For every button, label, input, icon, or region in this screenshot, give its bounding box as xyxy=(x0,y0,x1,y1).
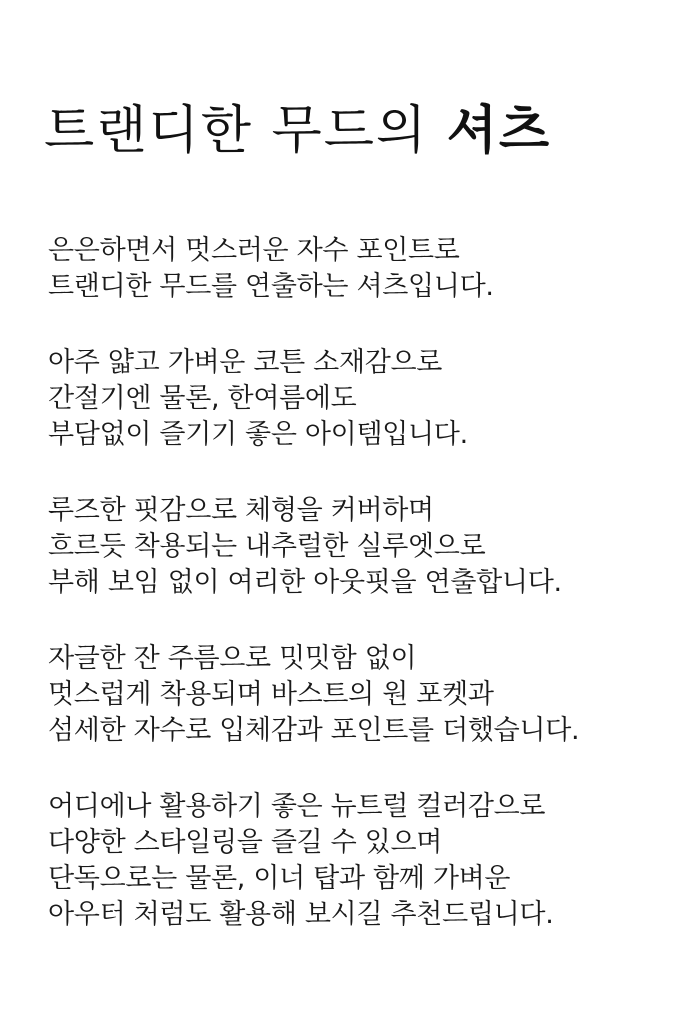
title-main: 트랜디한 무드의 xyxy=(44,101,447,161)
paragraph xyxy=(48,493,678,601)
title-emphasis: 셔츠 xyxy=(446,100,552,161)
text-line: 다양한 스타일링을 즐길 수 있으며 xyxy=(48,827,443,858)
paragraph xyxy=(48,641,678,749)
text-line: 자글한 잔 주름으로 밋밋함 없이 xyxy=(48,643,417,674)
text-line: 어디에나 활용하기 좋은 뉴트럴 컬러감으로 xyxy=(48,791,546,822)
text-line: 부담없이 즐기기 좋은 아이템입니다. xyxy=(48,419,468,450)
text-line: 섬세한 자수로 입체감과 포인트를 더했습니다. xyxy=(48,715,580,746)
text-line: 트랜디한 무드를 연출하는 셔츠입니다. xyxy=(48,271,494,302)
text-line: 아우터 처럼도 활용해 보시길 추천드립니다. xyxy=(48,899,554,930)
text-line: 간절기엔 물론, 한여름에도 xyxy=(48,383,357,414)
description-body xyxy=(48,233,678,933)
text-line: 흐르듯 착용되는 내추럴한 실루엣으로 xyxy=(48,531,486,562)
paragraph xyxy=(48,233,678,305)
text-line: 멋스럽게 착용되며 바스트의 원 포켓과 xyxy=(48,679,494,710)
paragraph xyxy=(48,345,678,453)
text-line: 단독으로는 물론, 이너 탑과 함께 가벼운 xyxy=(48,863,511,894)
text-line: 루즈한 핏감으로 체형을 커버하며 xyxy=(48,495,434,526)
text-line: 은은하면서 멋스러운 자수 포인트로 xyxy=(48,235,460,266)
page-title xyxy=(44,96,664,166)
text-line: 부해 보임 없이 여리한 아웃핏을 연출합니다. xyxy=(48,567,562,598)
text-line: 아주 얇고 가벼운 코튼 소재감으로 xyxy=(48,347,443,378)
paragraph xyxy=(48,789,678,933)
